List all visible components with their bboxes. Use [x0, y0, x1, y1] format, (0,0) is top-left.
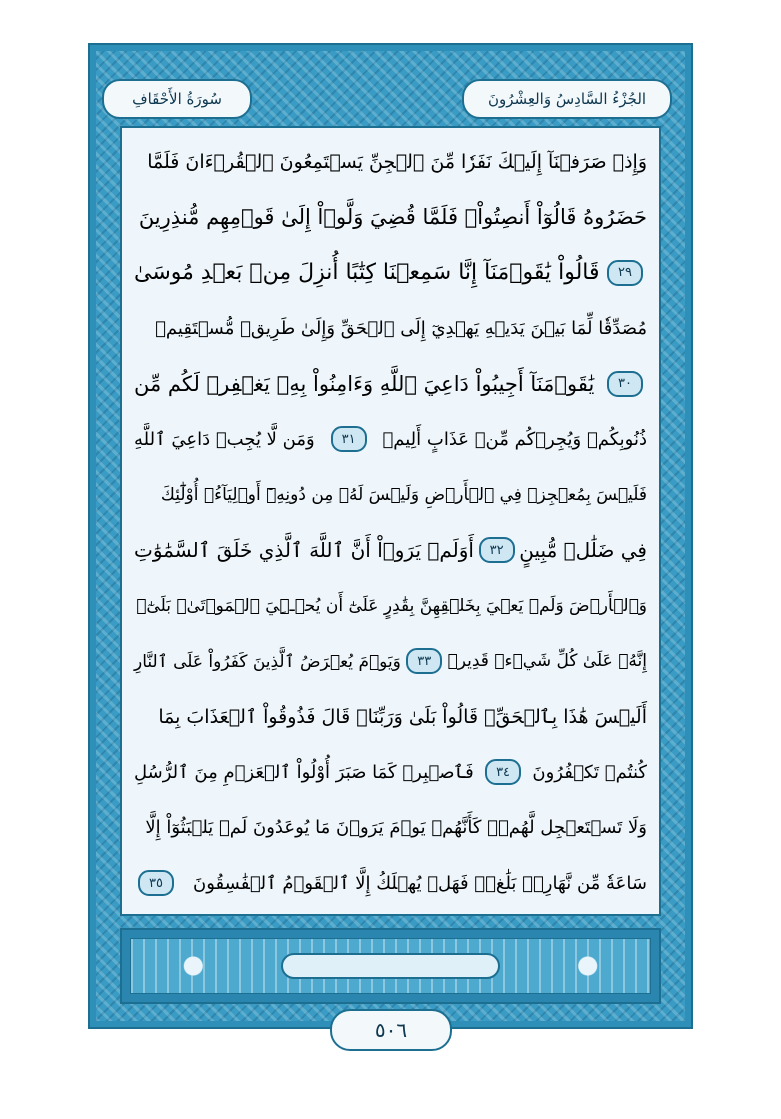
- verse-text: أَلَيۡسَ هَٰذَا بِٱلۡحَقِّۖ قَالُواْ بَلَىٰ وَرَبِّنَاۚ قَالَ فَذُوقُواْ ٱلۡعَذَابَ بِمَا: [158, 705, 647, 728]
- surah-name: سُورَةُ الأَحْقَافِ: [102, 79, 252, 119]
- text-line: [134, 578, 647, 634]
- text-line: [134, 745, 647, 801]
- verse-text: فِي ضَلَٰلٖ مُّبِينٍ: [519, 538, 647, 563]
- text-line: [134, 800, 647, 856]
- verse-text: وَٱلۡأَرۡضَ وَلَمۡ يَعۡيَ بِخَلۡقِهِنَّ بِقَٰدِرٍ عَلَىٰٓ أَن يُحۡـِۧيَ ٱلۡمَوۡتَىٰۚ بَلَىٰٓۚ: [136, 595, 647, 616]
- verse-text: وَإِذۡ صَرَفۡنَآ إِلَيۡكَ نَفَرٗا مِّنَ ٱلۡجِنِّ يَسۡتَمِعُونَ ٱلۡقُرۡءَانَ فَلَمَّا: [147, 150, 647, 173]
- verse-text: فَٱصۡبِرۡ كَمَا صَبَرَ أُوْلُواْ ٱلۡعَزۡمِ مِنَ ٱلرُّسُلِ: [134, 761, 474, 783]
- ayah-number-marker: ٢٩: [607, 260, 643, 286]
- text-line: [134, 634, 647, 690]
- text-line: [134, 356, 647, 412]
- quran-text-panel: [120, 126, 661, 916]
- verse-text: يَٰقَوۡمَنَآ أَجِيبُواْ دَاعِيَ ٱللَّهِ وَءَامِنُواْ بِهِۦ يَغۡفِرۡ لَكُم مِّن: [134, 371, 595, 396]
- verse-text: فَلَيۡسَ بِمُعۡجِزٖ فِي ٱلۡأَرۡضِ وَلَيۡسَ لَهُۥ مِن دُونِهِۦٓ أَوۡلِيَآءُۚ أُوْلَٰٓئِكَ: [160, 484, 647, 505]
- text-line: [134, 190, 647, 246]
- verse-text: ذُنُوبِكُمۡ وَيُجِرۡكُم مِّنۡ عَذَابٍ أَلِيمٖ: [382, 428, 647, 450]
- verse-text: قَالُواْ يَٰقَوۡمَنَآ إِنَّا سَمِعۡنَا كِتَٰبًا أُنزِلَ مِنۢ بَعۡدِ مُوسَىٰ: [134, 260, 600, 286]
- ornament-cartouche: [281, 953, 500, 979]
- verse-text: كُنتُمۡ تَكۡفُرُونَ: [532, 761, 647, 783]
- text-line: [134, 301, 647, 357]
- text-lines: [134, 134, 647, 908]
- verse-text: أَوَلَمۡ يَرَوۡاْ أَنَّ ٱللَّهَ ٱلَّذِي خَلَقَ ٱلسَّمَٰوَٰتِ: [134, 538, 474, 563]
- ayah-number-marker: ٣٤: [485, 759, 521, 785]
- ornament-band: [130, 938, 651, 994]
- verse-text: إِنَّهُۥ عَلَىٰ كُلِّ شَيۡءٖ قَدِيرٞ: [447, 651, 647, 672]
- bottom-ornament: [120, 928, 661, 1004]
- juz-name: الجُزْءُ السَّادِسُ وَالعِشْرُونَ: [462, 79, 672, 119]
- verse-text: مُصَدِّقٗا لِّمَا بَيۡنَ يَدَيۡهِ يَهۡدِيٓ إِلَى ٱلۡحَقِّ وَإِلَىٰ طَرِيقٖ مُّسۡتَقِيمٖ: [155, 317, 647, 339]
- ayah-number-marker: ٣٠: [607, 371, 643, 397]
- verse-text: سَاعَةٗ مِّن نَّهَارِۭۚ بَلَٰغٞۚ فَهَلۡ يُهۡلَكُ إِلَّا ٱلۡقَوۡمُ ٱلۡفَٰسِقُونَ: [193, 872, 647, 894]
- verse-text: وَلَا تَسۡتَعۡجِل لَّهُمۡۚ كَأَنَّهُمۡ يَوۡمَ يَرَوۡنَ مَا يُوعَدُونَ لَمۡ يَلۡبَثُوٓاْ إِلَّا: [145, 817, 647, 839]
- ayah-number-marker: ٣٣: [406, 648, 442, 674]
- page-number: ٥٠٦: [330, 1009, 452, 1051]
- text-line: [134, 245, 647, 301]
- verse-text: وَيَوۡمَ يُعۡرَضُ ٱلَّذِينَ كَفَرُواْ عَلَى ٱلنَّارِ: [134, 651, 401, 672]
- text-line: [134, 134, 647, 190]
- text-line: [134, 467, 647, 523]
- text-line: [134, 523, 647, 579]
- text-line: [134, 856, 647, 912]
- ayah-number-marker: ٣١: [331, 426, 367, 452]
- text-line: [134, 412, 647, 468]
- ayah-number-marker: ٣٥: [138, 870, 174, 896]
- page-header: [102, 79, 678, 121]
- ayah-number-marker: ٣٢: [479, 537, 515, 563]
- verse-text: وَمَن لَّا يُجِبۡ دَاعِيَ ٱللَّهِ: [134, 428, 315, 450]
- verse-text: حَضَرُوهُ قَالُوٓاْ أَنصِتُواْۖ فَلَمَّا قُضِيَ وَلَّوۡاْ إِلَىٰ قَوۡمِهِم مُّنذِرِينَ: [138, 205, 647, 230]
- text-line: [134, 689, 647, 745]
